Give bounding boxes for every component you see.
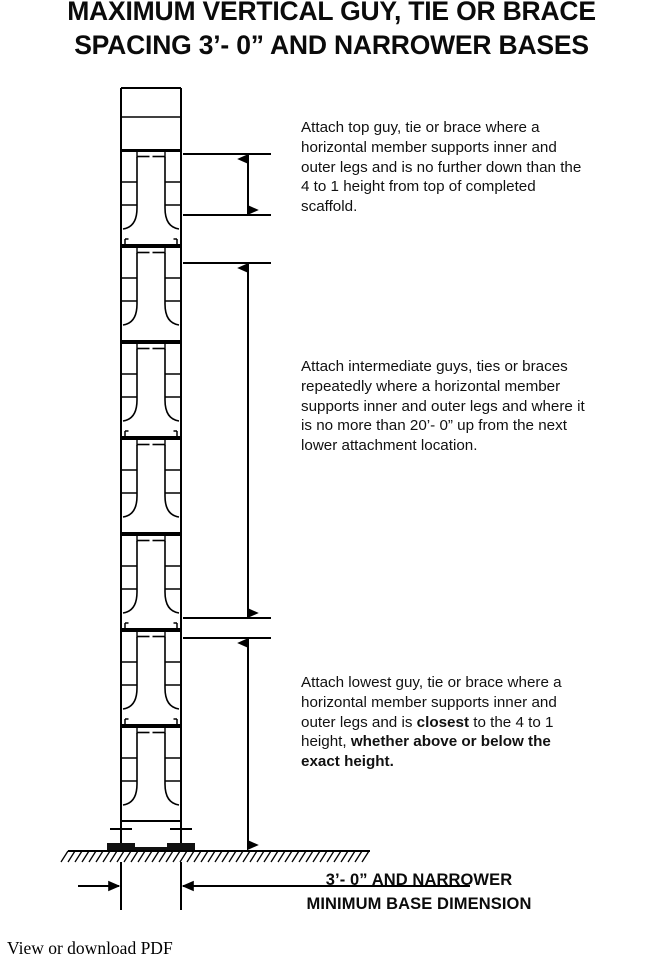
base-width-label: 3’- 0” AND NARROWER [325,871,513,889]
scaffold-frame-stack [120,150,182,822]
note-lowest-guy-seg-2: closest [416,713,470,731]
ground-line [61,851,370,862]
base-width-caption: MINIMUM BASE DIMENSION [306,895,532,913]
title-line-2: SPACING 3’- 0” AND NARROWER BASES [74,30,589,60]
note-top-guy [301,118,586,217]
base-jacks-and-plates [107,822,195,851]
note-intermediate-guys [301,357,586,456]
tower-top-open-bay [120,88,182,236]
note-top-guy-text: Attach top guy, tie or brace where a horizontal member supports inner and outer legs and is no further down than the 4 to 1 height from top of completed scaffold. [301,119,582,216]
note-lowest-guy [301,673,586,772]
note-lowest-guy-seg-4: whether above or below the exact height. [301,733,551,771]
note-intermediate-guys-text: Attach intermediate guys, ties or braces repeatedly where a horizontal member supports inner and outer legs and where it is no more than 20’- 0” up from the next lower attachment location. [301,358,585,455]
view-download-pdf-link[interactable]: View or download PDF [7,938,173,958]
frame-coupling-pins [125,239,177,726]
title-line-1: MAXIMUM VERTICAL GUY, TIE OR BRACE [67,0,596,26]
dimension-leader-lines [183,154,271,638]
note-lowest-guy-seg-3: to the 4 to 1 height, [301,713,554,751]
note-lowest-guy-seg-1: Attach lowest guy, tie or brace where a horizontal member supports inner and outer legs and is [301,674,562,731]
